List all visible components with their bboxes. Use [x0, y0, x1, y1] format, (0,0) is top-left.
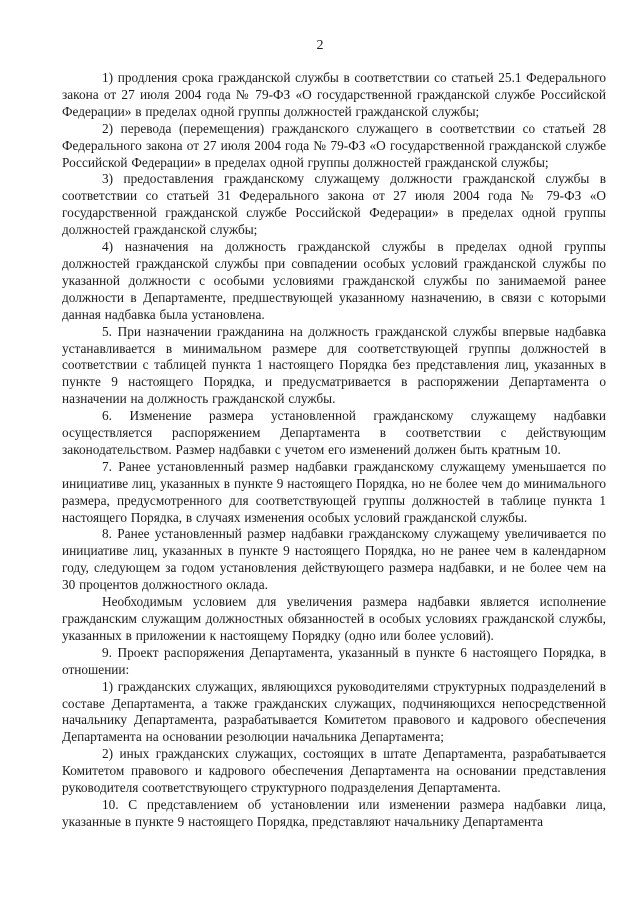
paragraph-item-2-transfer: 2) перевода (перемещения) гражданского служащего в соответствии со статьей 28 Федерального закона от 27 июля 2004 года № 79-ФЗ «О государственной гражданской службе Российской Федерации» в пределах одной группы должностей гражданской службы; — [62, 120, 606, 170]
paragraph-clause-8-condition: Необходимым условием для увеличения размера надбавки является исполнение гражданским служащим должностных обязанностей в особых условиях гражданской службы, указанных в приложении к настоящему Порядку (одно или более условий). — [62, 594, 606, 643]
paragraph-item-3-provision: 3) предоставления гражданскому служащему должности гражданской службы в соответствии со статьей 31 Федерального закона от 27 июля 2004 года № 79-ФЗ «О государственной гражданской службе Российской Федерации» в пределах одной группы должностей гражданской службы; — [62, 171, 606, 238]
paragraph-clause-9: 9. Проект распоряжения Департамента, указанный в пункте 6 настоящего Порядка, в отношении: — [62, 644, 606, 677]
paragraph-clause-8: 8. Ранее установленный размер надбавки гражданскому служащему увеличивается по инициативе лиц, указанных в пункте 9 настоящего Порядка, но не ранее чем в календарном году, следующем за годом установления действующего размера надбавки, и не более чем на 30 процентов должностного оклада. — [62, 526, 606, 593]
paragraph-clause-10: 10. С представлением об установлении или изменении размера надбавки лица, указанные в пункте 9 настоящего Порядка, представляют начальнику Департамента — [62, 796, 606, 829]
paragraph-clause-9-item-2: 2) иных гражданских служащих, состоящих в штате Департамента, разрабатывается Комитетом правового и кадрового обеспечения Департамента на основании представления руководителя соответствующего структурного подразделения Департамента. — [62, 746, 606, 796]
paragraph-item-4-appointment: 4) назначения на должность гражданской службы в пределах одной группы должностей гражданской службы при совпадении особых условий гражданской службы по указанной должности с особыми условиями гражданской службы по занимаемой ранее должности в Департаменте, предшествующей указанному назначению, в связи с которыми данная надбавка была установлена. — [62, 239, 606, 322]
paragraph-item-1-extension: 1) продления срока гражданской службы в соответствии со статьей 25.1 Федерального закона от 27 июля 2004 года № 79-ФЗ «О государственной гражданской службе Российской Федерации» в пределах одной группы должностей гражданской службы; — [62, 70, 606, 119]
paragraph-clause-6: 6. Изменение размера установленной гражданскому служащему надбавки осуществляется распоряжением Департамента в соответствии с действующим законодательством. Размер надбавки с учетом его изменений должен быть кратным 10. — [62, 408, 606, 457]
paragraph-clause-7: 7. Ранее установленный размер надбавки гражданскому служащему уменьшается по инициативе лиц, указанных в пункте 9 настоящего Порядка, но не более чем до минимального размера, предусмотренного для соответствующей группы должностей в таблице пункта 1 настоящего Порядка, в случаях изменения особых условий гражданской службы. — [62, 458, 606, 525]
page-number: 2 — [316, 38, 324, 53]
paragraph-clause-9-item-1: 1) гражданских служащих, являющихся руководителями структурных подразделений в составе Департамента, а также гражданских служащих, подчиняющихся непосредственной начальнику Департамента, разрабатывается Комитетом правового и кадрового обеспечения Департамента на основании резолюции начальника Департамента; — [62, 678, 606, 745]
document-body — [62, 70, 606, 831]
paragraph-clause-5: 5. При назначении гражданина на должность гражданской службы впервые надбавка устанавливается в минимальном размере для соответствующей группы должностей в соответствии с таблицей пункта 1 настоящего Порядка без представления лиц, указанных в пункте 9 настоящего Порядка, и предусматривается в распоряжении Департамента о назначении на должность гражданской службы. — [62, 323, 606, 407]
